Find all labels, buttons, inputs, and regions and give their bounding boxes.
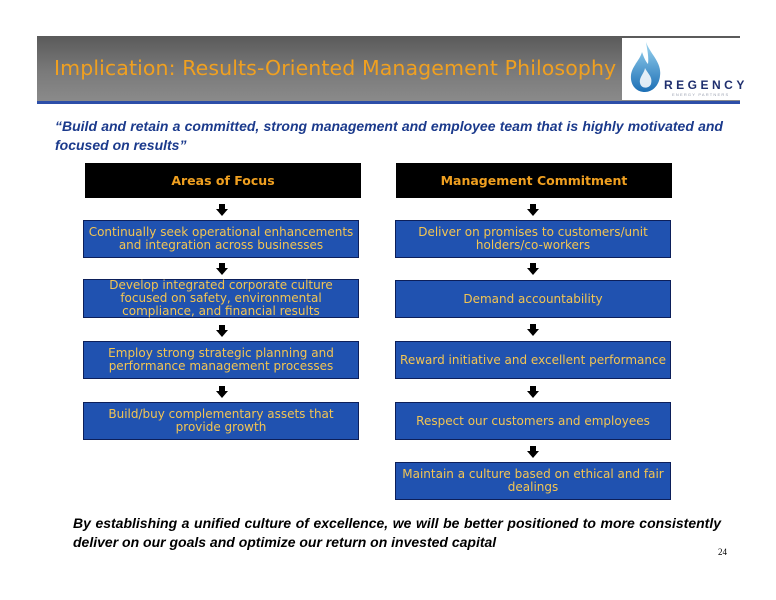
down-arrow-icon (216, 325, 228, 337)
commitment-item-reward: Reward initiative and excellent performance (395, 341, 671, 379)
focus-item-culture: Develop integrated corporate culture focused on safety, environmental compliance, and financial results (83, 279, 359, 318)
logo-tagline: ENERGY PARTNERS (672, 92, 730, 97)
header-accent-stripe (37, 101, 740, 104)
conclusion-text: By establishing a unified culture of excellence, we will be better positioned to more consistently deliver on our goals and optimize our return on invested capital (73, 515, 721, 550)
page-number: 24 (718, 547, 727, 557)
down-arrow-icon (527, 263, 539, 275)
commitment-item-respect: Respect our customers and employees (395, 402, 671, 440)
logo-wordmark: REGENCY (664, 78, 748, 92)
focus-item-operational: Continually seek operational enhancements and integration across businesses (83, 220, 359, 258)
quote-text: “Build and retain a committed, strong management and employee team that is highly motivated and focused on results” (55, 118, 723, 153)
commitment-item-ethics: Maintain a culture based on ethical and fair dealings (395, 462, 671, 500)
down-arrow-icon (527, 204, 539, 216)
down-arrow-icon (527, 386, 539, 398)
management-commitment-header: Management Commitment (396, 163, 672, 198)
flame-icon (626, 40, 666, 94)
down-arrow-icon (527, 446, 539, 458)
areas-of-focus-header: Areas of Focus (85, 163, 361, 198)
slide-title: Implication: Results-Oriented Management Philosophy (54, 56, 617, 80)
focus-item-growth: Build/buy complementary assets that provide growth (83, 402, 359, 440)
header-bar (37, 36, 748, 101)
down-arrow-icon (216, 386, 228, 398)
commitment-item-deliver: Deliver on promises to customers/unit holders/co-workers (395, 220, 671, 258)
down-arrow-icon (216, 204, 228, 216)
commitment-item-accountability: Demand accountability (395, 280, 671, 318)
company-logo (622, 38, 748, 100)
down-arrow-icon (527, 324, 539, 336)
down-arrow-icon (216, 263, 228, 275)
focus-item-planning: Employ strong strategic planning and performance management processes (83, 341, 359, 379)
